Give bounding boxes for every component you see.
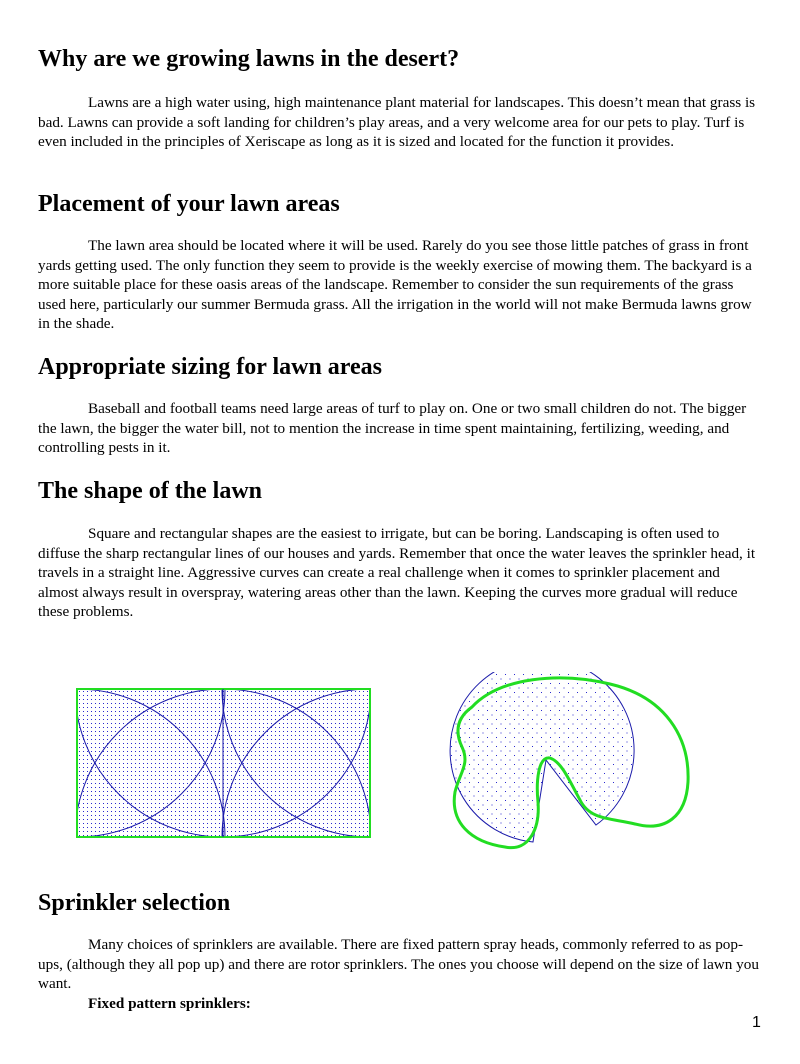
paragraph-why-lawns: Lawns are a high water using, high maintenance plant material for landscapes. This doesn’t mean that grass is bad. Lawns can provide a soft landing for children’s play areas, and a very welcome area for our pets to play. Turf is even included in the principles of Xeriscape as long as it is sized and located for the function it provides. bbox=[38, 94, 756, 150]
heading-shape: The shape of the lawn bbox=[38, 478, 263, 504]
heading-sprinkler-selection: Sprinkler selection bbox=[38, 890, 231, 916]
spray-coverage-area bbox=[70, 682, 380, 842]
rectangular-lawn-diagram bbox=[70, 682, 380, 842]
paragraph-sprinkler-selection: Many choices of sprinklers are available. There are fixed pattern spray heads, commonly referred to as pop-ups, (although they all pop up) and there are rotor sprinklers. The ones you choose will depend on the size of lawn you want. bbox=[38, 936, 759, 992]
heading-why-lawns: Why are we growing lawns in the desert? bbox=[38, 46, 460, 72]
paragraph-shape: Square and rectangular shapes are the easiest to irrigate, but can be boring. Landscaping is often used to diffuse the sharp rectangular lines of our houses and yards. Remember that once the water leaves the sprinkler head, it travels in a straight line. Aggressive curves can create a real challenge when it comes to sprinkler placement and almost always result in overspray, watering areas other than the lawn. Keeping the curves more gradual will reduce these problems. bbox=[38, 525, 756, 620]
page-number: 1 bbox=[752, 1014, 761, 1031]
paragraph-sizing: Baseball and football teams need large areas of turf to play on. One or two small children do not. The bigger the lawn, the bigger the water bill, not to mention the increase in time spent maintaining, fertilizing, weeding, and controlling pests in it. bbox=[38, 400, 747, 456]
paragraph-placement: The lawn area should be located where it will be used. Rarely do you see those little patches of grass in front yards getting used. The only function they seem to provide is the weekly exercise of mowing them. The backyard is a more suitable place for these oasis areas of the landscape. Remember to consider the sun requirements of the grass used here, particularly our summer Bermuda grass. All the irrigation in the world will not make Bermuda lawns grow in the shade. bbox=[38, 237, 752, 332]
subheading-fixed-pattern: Fixed pattern sprinklers: bbox=[88, 995, 251, 1012]
curved-lawn-diagram bbox=[440, 672, 700, 854]
heading-sizing: Appropriate sizing for lawn areas bbox=[38, 354, 383, 380]
spray-coverage-sector bbox=[450, 672, 634, 842]
heading-placement: Placement of your lawn areas bbox=[38, 191, 340, 217]
